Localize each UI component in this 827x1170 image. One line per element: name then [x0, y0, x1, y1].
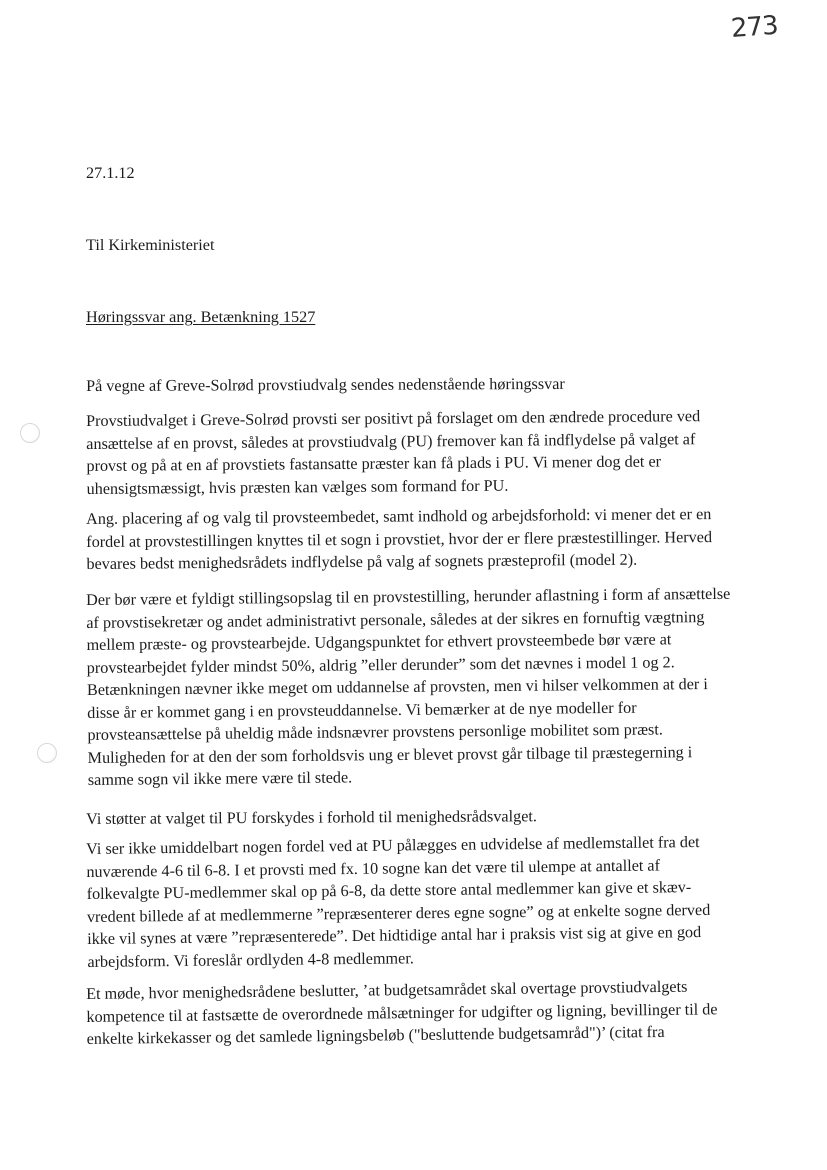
paragraph-line: folkevalgte PU-medlemmer skal op på 6-8, da dette store antal medlemmer kan give et skæv-	[86, 878, 692, 903]
punch-hole-upper	[20, 423, 40, 443]
paragraph-line: Et møde, hvor menighedsrådene beslutter, ’at budgetsamrådet skal overtage provstiudvalgets	[86, 977, 688, 1003]
paragraph-line: ikke vil synes at være ”repræsenterede”. Det hidtidige antal har i praksis vist sig at give en god	[87, 923, 702, 948]
paragraph-line: Ang. placering af og valg til provsteembedet, samt indhold og arbejdsforhold: vi mener det er en	[86, 505, 712, 528]
paragraph-7	[86, 975, 718, 1050]
paragraph-line: bevares bedst menighedsrådets indflydelse på valg af sognets præsteprofil (model 2).	[86, 550, 638, 573]
paragraph-4	[86, 583, 732, 792]
paragraph-line: Provstiudvalget i Greve-Solrød provsti ser positivt på forslaget om den ændrede procedure ved	[86, 407, 701, 430]
paragraph-line: provstearbejdet fylder mindst 50%, aldrig ”eller derunder” som det nævnes i model 1 og 2.	[86, 652, 675, 677]
letter-subject: Høringssvar ang. Betænkning 1527	[86, 308, 316, 326]
paragraph-line: Betænkningen nævner ikke meget om uddannelse af provsten, men vi hilser velkommen at der i	[86, 675, 708, 699]
paragraph-line: vredent billede af at medlemmerne ”repræsenterer deres egne sogne” og at enkelte sogne derved	[86, 900, 711, 926]
paragraph-line: provsteansættelse på uheldig måde indsnævrer provstens personlige mobilitet som præst.	[87, 720, 663, 744]
paragraph-line: arbejdsform. Vi foreslår ordlyden 4-8 medlemmer.	[87, 948, 414, 971]
paragraph-line: enkelte kirkekasser og det samlede ligningsbeløb ("besluttende budgetsamråd")’ (citat fra	[86, 1022, 665, 1048]
paragraph-line: Muligheden for at den der som forholdsvis ung er blevet provst går tilbage til præstegerning i	[87, 742, 693, 767]
paragraph-line: På vegne af Greve-Solrød provstiudvalg sendes nedenstående høringssvar	[86, 374, 565, 395]
paragraph-3	[86, 503, 712, 575]
punch-hole-lower	[37, 743, 57, 763]
paragraph-line: provst og på at en af provstiets fastansatte præster kan få plads i PU. Vi mener dog det er	[86, 452, 662, 475]
letter-recipient: Til Kirkeministeriet	[86, 236, 215, 254]
paragraph-2	[86, 405, 701, 500]
paragraph-line: af provstisekretær og andet administrativt personale, således at der sikres en fornuftig vægtning	[86, 607, 705, 632]
paragraph-line: kompetence til at fastsætte de overordnede målsætninger for udgifter og ligning, bevillinger til de	[86, 999, 718, 1026]
paragraph-line: fordel at provstestillingen knyttes til et sogn i provstiet, hvor der er flere præstestillinger. Herved	[86, 527, 713, 551]
paragraph-line: Vi støtter at valget til PU forskydes i forhold til menighedsrådsvalget.	[86, 807, 537, 828]
paragraph-6	[86, 831, 711, 973]
paragraph-line: uhensigtsmæssigt, hvis præsten kan vælges som formand for PU.	[86, 476, 509, 498]
paragraph-line: samme sogn vil ikke mere være til stede.	[87, 768, 353, 789]
paragraph-line: mellem præste- og provstearbejde. Udgangspunktet for ethvert provsteembede bør være at	[86, 630, 672, 654]
paragraph-line: nuværende 4-6 til 6-8. I et provsti med fx. 10 sogne kan det være til ulempe at antallet af	[86, 855, 661, 881]
paragraph-line: Der bør være et fyldigt stillingsopslag til en provstestilling, herunder aflastning i form af ansættelse	[86, 584, 731, 609]
letter-date: 27.1.12	[86, 164, 135, 182]
page-number: 273	[730, 10, 779, 44]
paragraph-1	[86, 373, 565, 398]
paragraph-line: ansættelse af en provst, således at provstiudvalg (PU) fremover kan få indflydelse på valget af	[86, 429, 696, 453]
paragraph-line: disse år er kommet gang i en provsteuddannelse. Vi bemærker at de nye modeller for	[87, 698, 637, 722]
paragraph-5	[86, 805, 537, 830]
paragraph-line: Vi ser ikke umiddelbart nogen fordel ved at PU pålægges en udvidelse af medlemstallet fra det	[86, 833, 700, 858]
